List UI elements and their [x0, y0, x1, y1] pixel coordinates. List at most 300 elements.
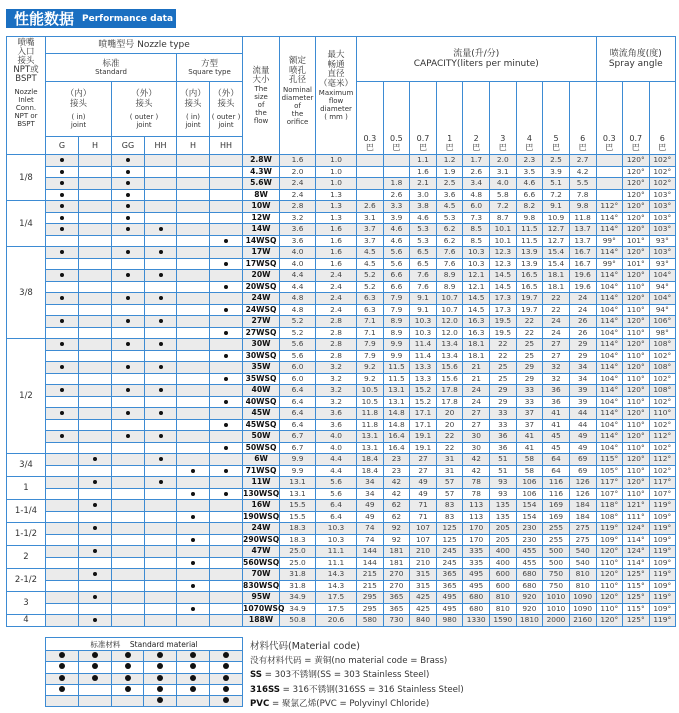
dot-icon: [224, 354, 228, 358]
nozzle-type-cell: [177, 557, 210, 569]
capacity-value: 18.1: [543, 270, 570, 282]
capacity-value: 3.8: [410, 201, 437, 213]
flow-size: 8W: [243, 189, 280, 201]
capacity-value: 29: [516, 373, 543, 385]
dot-icon: [191, 584, 195, 588]
nozzle-type-cell: [112, 408, 145, 420]
nozzle-type-cell: [46, 178, 79, 190]
capacity-value: 3.5: [516, 166, 543, 178]
max-flow-diameter: 4.4: [316, 465, 357, 477]
capacity-value: 144: [357, 546, 384, 558]
capacity-value: 21: [463, 373, 490, 385]
nozzle-type-cell: [112, 488, 145, 500]
table-row: [7, 615, 676, 627]
dot-icon: [159, 480, 163, 484]
spray-angle-value: 110°: [623, 442, 650, 454]
nominal-diameter: 18.3: [280, 534, 316, 546]
flow-size: 20WSQ: [243, 281, 280, 293]
capacity-value: 44: [569, 419, 596, 431]
material-code-desc: 没有材料代码 = 黄铜(no material code = Brass): [250, 656, 448, 667]
dot-icon: [190, 663, 196, 669]
dot-icon: [93, 503, 97, 507]
nozzle-type-cell: [79, 235, 112, 247]
nozzle-type-cell: [177, 431, 210, 443]
material-cell: [79, 696, 112, 707]
capacity-value: 495: [463, 569, 490, 581]
nozzle-type-cell: [79, 293, 112, 305]
spray-angle-value: 104°: [596, 304, 623, 316]
capacity-value: 1590: [490, 615, 517, 627]
pressure-value: 2: [473, 134, 479, 143]
capacity-value: 58: [516, 465, 543, 477]
nozzle-type-cell: [145, 247, 177, 259]
capacity-value: 26: [569, 327, 596, 339]
capacity-value: 10.5: [357, 396, 384, 408]
spray-angle-value: 114°: [596, 270, 623, 282]
capacity-value: 169: [543, 500, 570, 512]
nozzle-type-cell: [112, 557, 145, 569]
outer-joint-cn: （外） 接头: [131, 89, 157, 109]
material-cell: [177, 651, 210, 662]
table-row: [7, 201, 676, 213]
table-row: [7, 488, 676, 500]
nominal-diameter: 6.0: [280, 362, 316, 374]
nozzle-type-cell: [177, 339, 210, 351]
capacity-value: 2.6: [383, 189, 410, 201]
max-flow-diameter: 3.2: [316, 373, 357, 385]
capacity-value: 24: [569, 293, 596, 305]
flow-size: 14W: [243, 224, 280, 236]
capacity-value: 5.6: [383, 258, 410, 270]
capacity-value: 18.4: [357, 465, 384, 477]
flow-size-header: [243, 37, 280, 155]
pressure-header: [410, 82, 437, 155]
nozzle-type-cell: [145, 270, 177, 282]
flow-size: 10W: [243, 201, 280, 213]
inlet-size: 4: [7, 615, 46, 627]
capacity-value: 14.8: [383, 408, 410, 420]
capacity-value: 16.5: [516, 270, 543, 282]
capacity-value: 5.3: [410, 224, 437, 236]
capacity-value: 10.5: [357, 385, 384, 397]
capacity-value: 16.5: [516, 281, 543, 293]
inlet-size: 2-1/2: [7, 569, 46, 592]
nozzle-type-cell: [177, 281, 210, 293]
capacity-value: 730: [383, 615, 410, 627]
spray-angle-value: 102°: [649, 350, 676, 362]
inlet-size: 2: [7, 546, 46, 569]
dot-icon: [224, 423, 228, 427]
capacity-value: 22: [543, 293, 570, 305]
capacity-value: 49: [410, 488, 437, 500]
capacity-value: 12.0: [436, 327, 463, 339]
nozzle-type-cell: [177, 270, 210, 282]
nozzle-type-cell: [145, 603, 177, 615]
nozzle-type-cell: [210, 488, 243, 500]
dot-icon: [60, 204, 64, 208]
nominal-diameter: 6.4: [280, 408, 316, 420]
spray-angle-value: 109°: [649, 557, 676, 569]
capacity-value: [383, 166, 410, 178]
nozzle-type-cell: [177, 546, 210, 558]
capacity-value: 15.6: [436, 362, 463, 374]
dot-icon: [157, 663, 163, 669]
dot-icon: [126, 181, 130, 185]
nozzle-type-cell: [210, 201, 243, 213]
max-flow-diameter: 2.8: [316, 327, 357, 339]
max-flow-diameter: 11.1: [316, 546, 357, 558]
capacity-value: 6.5: [410, 258, 437, 270]
capacity-value: 680: [463, 592, 490, 604]
table-row: [7, 419, 676, 431]
capacity-value: 7.9: [383, 293, 410, 305]
capacity-value: 8.2: [516, 201, 543, 213]
nozzle-type-cell: [46, 454, 79, 466]
spray-angle-value: 110°: [623, 304, 650, 316]
capacity-value: 10.9: [543, 212, 570, 224]
nominal-diameter: 6.7: [280, 442, 316, 454]
flow-size: 40W: [243, 385, 280, 397]
spray-angle-value: 110°: [623, 281, 650, 293]
flow-size: 70W: [243, 569, 280, 581]
capacity-value: 144: [357, 557, 384, 569]
capacity-value: 810: [569, 580, 596, 592]
capacity-value: 680: [463, 603, 490, 615]
flow-size: 16W: [243, 500, 280, 512]
pressure-value: 0.7: [629, 134, 643, 143]
capacity-value: 7.2: [490, 201, 517, 213]
capacity-value: 22: [490, 339, 517, 351]
outer-joint-en: ( outer ) joint: [129, 113, 159, 129]
bar-unit: 巴: [631, 143, 640, 152]
capacity-value: 5.3: [436, 212, 463, 224]
material-cell: [79, 662, 112, 673]
capacity-value: 116: [543, 488, 570, 500]
material-cell: [210, 662, 243, 673]
spray-angle-value: 108°: [596, 511, 623, 523]
nozzle-type-cell: [177, 396, 210, 408]
spray-angle-value: 119°: [649, 546, 676, 558]
nozzle-type-cell: [79, 580, 112, 592]
nominal-diameter: 9.9: [280, 454, 316, 466]
nozzle-type-cell: [112, 465, 145, 477]
nozzle-type-cell: [79, 166, 112, 178]
material-code: PVC: [250, 698, 270, 709]
dot-icon: [126, 204, 130, 208]
max-flow-diameter: 2.8: [316, 339, 357, 351]
nozzle-type-cell: [210, 557, 243, 569]
nozzle-type-cell: [177, 465, 210, 477]
nozzle-type-cell: [79, 270, 112, 282]
capacity-value: 230: [516, 534, 543, 546]
capacity-value: 1010: [543, 592, 570, 604]
material-cell: [177, 696, 210, 707]
max-flow-diameter: 10.3: [316, 534, 357, 546]
capacity-value: 6.6: [383, 281, 410, 293]
performance-table: [6, 36, 676, 627]
nozzle-type-cell: [145, 454, 177, 466]
nozzle-type-cell: [145, 431, 177, 443]
capacity-value: 2.6: [357, 201, 384, 213]
spray-angle-value: 110°: [623, 396, 650, 408]
capacity-value: 51: [490, 454, 517, 466]
nominal-diameter: 4.8: [280, 293, 316, 305]
nominal-diameter: 2.8: [280, 201, 316, 213]
capacity-value: 9.2: [357, 362, 384, 374]
dot-icon: [159, 411, 163, 415]
table-row: [7, 327, 676, 339]
nominal-diameter: 25.0: [280, 546, 316, 558]
capacity-value: 62: [383, 511, 410, 523]
spray-angle-value: 114°: [596, 293, 623, 305]
capacity-value: 13.3: [410, 362, 437, 374]
material-code: SS: [250, 670, 262, 681]
nozzle-type-cell: [210, 592, 243, 604]
nozzle-type-cell: [46, 339, 79, 351]
max-flow-diameter: 1.3: [316, 212, 357, 224]
dot-icon: [224, 262, 228, 266]
capacity-value: 2.3: [516, 155, 543, 167]
spray-angle-value: 109°: [596, 534, 623, 546]
capacity-value: 21: [463, 362, 490, 374]
capacity-value: 2.0: [490, 155, 517, 167]
nozzle-type-cell: [177, 534, 210, 546]
capacity-value: 15.6: [436, 373, 463, 385]
capacity-value: 39: [569, 396, 596, 408]
nominal-diameter: 50.8: [280, 615, 316, 627]
nozzle-type-cell: [177, 580, 210, 592]
nozzle-type-cell: [177, 178, 210, 190]
nozzle-type-cell: [145, 419, 177, 431]
flow-size: 30W: [243, 339, 280, 351]
nozzle-type-cell: [210, 362, 243, 374]
table-row: [7, 362, 676, 374]
nominal-diameter: 3.6: [280, 235, 316, 247]
nozzle-type-cell: [145, 408, 177, 420]
material-row: [46, 651, 243, 662]
capacity-value: 49: [357, 500, 384, 512]
capacity-value: 14.5: [463, 293, 490, 305]
nozzle-type-cell: [112, 258, 145, 270]
flow-size: 35WSQ: [243, 373, 280, 385]
pressure-value: 4: [526, 134, 532, 143]
capacity-value: 107: [410, 523, 437, 535]
spray-pressure-header: [596, 82, 623, 155]
capacity-value: 29: [490, 385, 517, 397]
pressure-value: 0.3: [602, 134, 616, 143]
spray-angle-value: 94°: [649, 304, 676, 316]
capacity-value: 12.1: [463, 281, 490, 293]
section-title: [6, 9, 176, 28]
capacity-value: 215: [357, 569, 384, 581]
dot-icon: [125, 663, 131, 669]
capacity-value: 2.6: [463, 166, 490, 178]
spray-angle-value: 93°: [649, 235, 676, 247]
dot-icon: [223, 663, 229, 669]
dot-icon: [190, 675, 196, 681]
nozzle-type-cell: [112, 155, 145, 167]
capacity-header: [357, 37, 596, 82]
nozzle-type-cell: [46, 293, 79, 305]
max-flow-diameter: 2.4: [316, 293, 357, 305]
flow-size: 5.6W: [243, 178, 280, 190]
capacity-value: 15.2: [410, 385, 437, 397]
dot-icon: [60, 365, 64, 369]
nozzle-type-cell: [46, 270, 79, 282]
flow-size: 188W: [243, 615, 280, 627]
max-flow-diameter: 3.2: [316, 362, 357, 374]
nozzle-type-cell: [79, 373, 112, 385]
nozzle-type-cell: [79, 258, 112, 270]
capacity-value: 365: [436, 569, 463, 581]
nozzle-type-cell: [79, 511, 112, 523]
spray-angle-value: 109°: [649, 511, 676, 523]
dot-icon: [60, 434, 64, 438]
nozzle-type-cell: [177, 454, 210, 466]
nozzle-type-cell: [112, 419, 145, 431]
spray-angle-value: 114°: [596, 212, 623, 224]
nozzle-type-cell: [79, 431, 112, 443]
inlet-size: 1-1/4: [7, 500, 46, 523]
pressure-header: [463, 82, 490, 155]
table-row: [7, 546, 676, 558]
capacity-value: 580: [357, 615, 384, 627]
capacity-value: 750: [543, 580, 570, 592]
dot-icon: [60, 296, 64, 300]
capacity-value: 113: [463, 500, 490, 512]
capacity-value: 9.1: [410, 293, 437, 305]
spray-angle-value: 101°: [623, 258, 650, 270]
nozzle-type-cell: [145, 362, 177, 374]
dot-icon: [92, 652, 98, 658]
capacity-value: 14.5: [490, 270, 517, 282]
dot-icon: [125, 675, 131, 681]
capacity-value: 4.6: [516, 178, 543, 190]
inlet-header-en: Nozzle Inlet Conn. NPT or BSPT: [14, 88, 38, 128]
spray-angle-value: 124°: [623, 546, 650, 558]
nozzle-type-cell: [79, 569, 112, 581]
capacity-value: 8.5: [463, 235, 490, 247]
nozzle-type-cell: [177, 350, 210, 362]
capacity-value: 22: [543, 304, 570, 316]
flow-size: 560WSQ: [243, 557, 280, 567]
capacity-value: 16.3: [463, 327, 490, 339]
capacity-value: 6.2: [436, 224, 463, 236]
capacity-value: 11.8: [357, 408, 384, 420]
nozzle-type-cell: [46, 557, 79, 569]
nozzle-type-cell: [112, 511, 145, 523]
dot-icon: [60, 216, 64, 220]
capacity-value: 840: [410, 615, 437, 627]
dot-icon: [93, 572, 97, 576]
nozzle-type-cell: [46, 488, 79, 500]
bar-unit: 巴: [605, 143, 614, 152]
spray-angle-value: 117°: [649, 477, 676, 489]
capacity-value: 24: [569, 304, 596, 316]
nozzle-type-cell: [112, 500, 145, 512]
capacity-value: 9.1: [410, 304, 437, 316]
capacity-value: 170: [463, 523, 490, 535]
title-cn: 性能数据: [14, 10, 75, 28]
pressure-header: [436, 82, 463, 155]
capacity-value: 1810: [516, 615, 543, 627]
capacity-value: 16.3: [463, 316, 490, 328]
capacity-value: 5.5: [569, 178, 596, 190]
spray-angle-value: 125°: [623, 615, 650, 627]
nozzle-type-cell: [210, 339, 243, 351]
material-row: [46, 696, 243, 707]
dot-icon: [60, 411, 64, 415]
capacity-value: 255: [543, 534, 570, 546]
table-row: [7, 442, 676, 454]
sq-in-joint: [177, 82, 210, 137]
dot-icon: [159, 342, 163, 346]
capacity-value: 30: [463, 431, 490, 443]
flow-size: 27WSQ: [243, 327, 280, 339]
table-row: [7, 224, 676, 236]
spray-angle-value: 120°: [623, 362, 650, 374]
nozzle-type-cell: [210, 293, 243, 305]
capacity-value: 11.4: [410, 350, 437, 362]
nozzle-type-cell: [46, 580, 79, 592]
dot-icon: [59, 652, 65, 658]
nozzle-type-cell: [210, 546, 243, 558]
spray-angle-value: 94°: [649, 281, 676, 293]
table-row: [7, 247, 676, 259]
capacity-value: 27: [410, 454, 437, 466]
capacity-value: 12.7: [543, 235, 570, 247]
dot-icon: [223, 697, 229, 703]
spray-angle-value: 120°: [623, 270, 650, 282]
spray-angle-value: 103°: [649, 224, 676, 236]
nozzle-type-cell: [177, 385, 210, 397]
capacity-value: 270: [383, 580, 410, 592]
nozzle-type-cell: [112, 534, 145, 546]
capacity-value: 10.7: [436, 304, 463, 316]
spray-angle-value: 108°: [649, 339, 676, 351]
nozzle-type-cell: [210, 500, 243, 512]
capacity-value: 49: [569, 442, 596, 454]
capacity-value: 154: [516, 511, 543, 523]
capacity-value: 7.6: [436, 247, 463, 259]
nozzle-type-cell: [79, 488, 112, 500]
dot-icon: [224, 446, 228, 450]
nozzle-type-cell: [145, 166, 177, 178]
inlet-size: 1/8: [7, 155, 46, 201]
nozzle-type-cell: [112, 592, 145, 604]
dot-icon: [224, 331, 228, 335]
spray-angle-value: 109°: [649, 603, 676, 615]
nozzle-type-cell: [79, 396, 112, 408]
bar-unit: 巴: [658, 143, 667, 152]
capacity-value: 7.6: [410, 281, 437, 293]
nozzle-type-cell: [79, 557, 112, 569]
nozzle-type-cell: [46, 442, 79, 454]
material-cell: [46, 673, 79, 684]
nozzle-type-cell: [112, 304, 145, 316]
table-row: [7, 431, 676, 443]
nozzle-type-cell: [46, 431, 79, 443]
capacity-value: 315: [410, 580, 437, 592]
capacity-value: 8.9: [436, 281, 463, 293]
spray-angle-value: 120°: [596, 546, 623, 558]
nominal-diameter: 18.3: [280, 523, 316, 535]
spray-angle-value: 104°: [596, 350, 623, 362]
capacity-value: 17.8: [436, 385, 463, 397]
nozzle-type-cell: [145, 546, 177, 558]
capacity-value: 22: [436, 431, 463, 443]
capacity-value: 12.3: [490, 247, 517, 259]
